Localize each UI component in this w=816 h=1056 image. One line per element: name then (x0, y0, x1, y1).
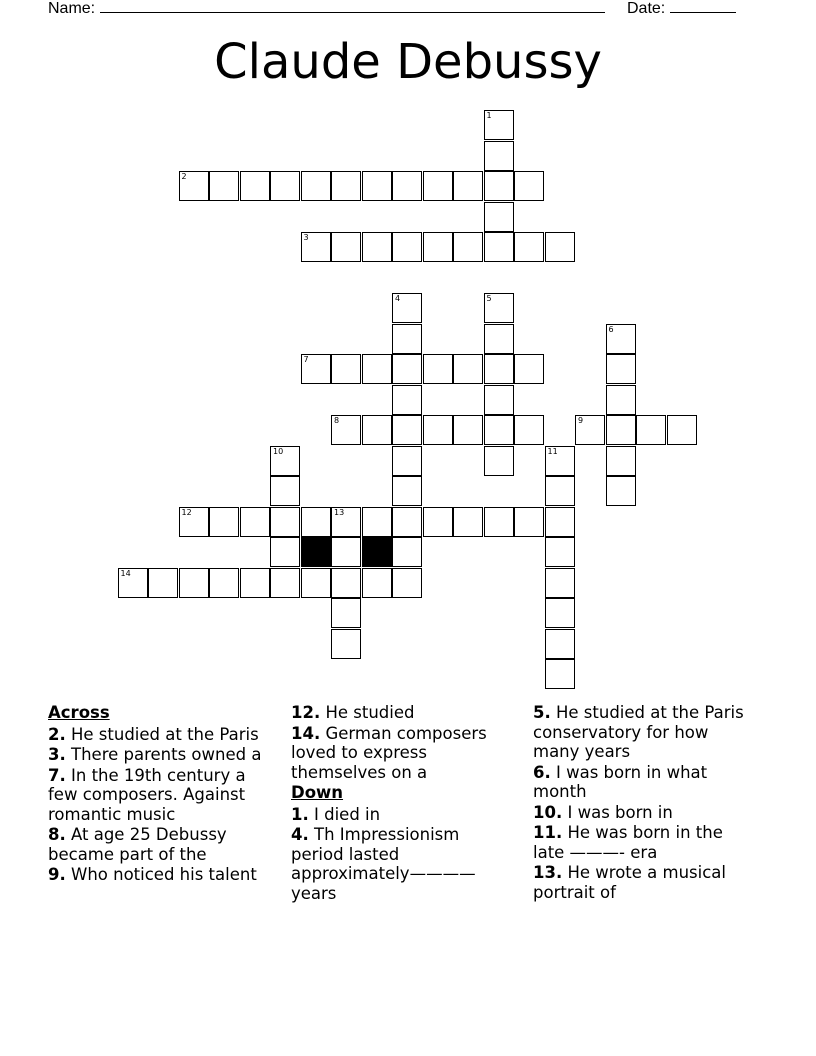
grid-cell[interactable] (514, 232, 544, 262)
grid-cell[interactable] (179, 171, 209, 201)
grid-cell[interactable] (209, 568, 239, 598)
grid-cell[interactable] (423, 415, 453, 445)
clue-down-4 (291, 825, 511, 903)
clue-text: There parents owned a (71, 745, 262, 764)
grid-cell[interactable] (392, 568, 422, 598)
clue-text: German composers loved to express themselves on a (291, 723, 487, 782)
grid-cell[interactable] (362, 568, 392, 598)
grid-cell[interactable] (331, 354, 361, 384)
clue-text: He studied at the Paris (71, 724, 259, 744)
page-title: Claude Debussy (214, 34, 602, 90)
grid-cell[interactable] (514, 354, 544, 384)
grid-cell[interactable] (484, 141, 514, 171)
clue-number: 2. (48, 724, 66, 744)
grid-cell[interactable] (392, 324, 422, 354)
grid-cell[interactable] (362, 354, 392, 384)
grid-cell[interactable] (331, 232, 361, 262)
clue-text: He was born in the late ———- era (533, 823, 723, 862)
grid-cell[interactable] (392, 171, 422, 201)
clue-number: 3. (48, 745, 66, 764)
clue-number: 7. (48, 765, 66, 785)
clue-across-2 (48, 725, 273, 745)
grid-cell[interactable] (484, 507, 514, 537)
clue-number: 1. (291, 804, 309, 824)
cell-number: 9 (578, 416, 584, 425)
clue-text: Th Impressionism period lasted approximately———— years (291, 825, 476, 903)
grid-cell[interactable] (545, 598, 575, 628)
grid-cell[interactable] (392, 537, 422, 567)
clue-down-6 (533, 763, 758, 802)
grid-cell[interactable] (484, 385, 514, 415)
grid-cell[interactable] (331, 537, 361, 567)
clue-number: 12. (291, 703, 321, 722)
clue-text: I was born in (567, 802, 673, 822)
clue-down-13 (533, 863, 758, 902)
clue-text: He studied at the Paris conservatory for how many years (533, 703, 744, 761)
grid-cell[interactable] (392, 507, 422, 537)
clues-column-3 (533, 703, 758, 903)
grid-cell[interactable] (362, 171, 392, 201)
clue-number: 4. (291, 825, 309, 844)
grid-cell[interactable] (118, 568, 148, 598)
cell-number: 5 (486, 294, 492, 303)
grid-cell[interactable] (575, 415, 605, 445)
grid-cell[interactable] (606, 324, 636, 354)
clue-text: I died in (314, 804, 381, 824)
grid-cell[interactable] (270, 476, 300, 506)
grid-cell[interactable] (514, 507, 544, 537)
grid-cell[interactable] (423, 171, 453, 201)
clue-number: 9. (48, 865, 66, 884)
grid-cell[interactable] (484, 232, 514, 262)
cell-number: 3 (303, 233, 309, 242)
grid-cell[interactable] (301, 354, 331, 384)
grid-cell[interactable] (362, 232, 392, 262)
date-label: Date: (627, 0, 666, 17)
grid-cell[interactable] (606, 446, 636, 476)
grid-cell[interactable] (270, 507, 300, 537)
grid-cell[interactable] (545, 476, 575, 506)
grid-cell[interactable] (301, 568, 331, 598)
grid-cell[interactable] (484, 354, 514, 384)
clue-text: Who noticed his talent (71, 865, 257, 884)
across-heading: Across (48, 703, 110, 722)
grid-cell[interactable] (636, 415, 666, 445)
grid-cell[interactable] (545, 537, 575, 567)
grid-cell[interactable] (270, 446, 300, 476)
clue-across-14 (291, 724, 511, 783)
grid-cell[interactable] (606, 354, 636, 384)
grid-cell[interactable] (392, 415, 422, 445)
grid-cell[interactable] (179, 568, 209, 598)
grid-cell[interactable] (484, 110, 514, 140)
clue-across-12 (291, 703, 511, 723)
cell-number: 2 (181, 172, 187, 181)
clue-down-10 (533, 803, 758, 823)
grid-cell[interactable] (423, 354, 453, 384)
clue-text: He wrote a musical portrait of (533, 863, 726, 902)
grid-cell[interactable] (392, 354, 422, 384)
clue-down-1 (291, 805, 511, 825)
grid-cell[interactable] (331, 415, 361, 445)
grid-cell[interactable] (331, 171, 361, 201)
clue-number: 6. (533, 762, 551, 782)
grid-cell[interactable] (453, 232, 483, 262)
grid-cell[interactable] (331, 568, 361, 598)
clue-number: 11. (533, 823, 563, 842)
grid-cell[interactable] (270, 171, 300, 201)
grid-cell[interactable] (392, 476, 422, 506)
grid-cell[interactable] (423, 507, 453, 537)
grid-cell[interactable] (240, 507, 270, 537)
cell-number: 8 (334, 416, 340, 425)
grid-cell[interactable] (453, 507, 483, 537)
cell-number: 14 (120, 568, 131, 578)
grid-cell[interactable] (484, 446, 514, 476)
cell-number: 12 (181, 507, 192, 517)
cell-number: 1 (486, 111, 492, 120)
clue-across-3 (48, 745, 273, 765)
grid-cell[interactable] (545, 232, 575, 262)
grid-cell[interactable] (545, 659, 575, 689)
clue-number: 8. (48, 825, 66, 844)
grid-block (301, 537, 331, 567)
grid-cell[interactable] (301, 507, 331, 537)
grid-cell[interactable] (362, 507, 392, 537)
grid-cell[interactable] (545, 629, 575, 659)
grid-cell[interactable] (392, 232, 422, 262)
grid-cell[interactable] (667, 415, 697, 445)
grid-cell[interactable] (331, 507, 361, 537)
grid-cell[interactable] (362, 415, 392, 445)
clue-down-11 (533, 823, 758, 862)
grid-cell[interactable] (392, 446, 422, 476)
clue-number: 10. (533, 802, 563, 822)
grid-cell[interactable] (484, 324, 514, 354)
clue-number: 5. (533, 703, 551, 722)
grid-cell[interactable] (453, 415, 483, 445)
clues-column-2 (291, 703, 511, 904)
cell-number: 4 (395, 294, 401, 303)
grid-cell[interactable] (240, 171, 270, 201)
grid-cell[interactable] (331, 629, 361, 659)
grid-block (362, 537, 392, 567)
grid-cell[interactable] (179, 507, 209, 537)
clue-number: 13. (533, 863, 563, 882)
grid-cell[interactable] (484, 202, 514, 232)
grid-cell[interactable] (545, 446, 575, 476)
name-label: Name: (48, 0, 96, 17)
cell-number: 10 (273, 446, 284, 456)
clue-text: At age 25 Debussy became part of the (48, 825, 227, 864)
grid-cell[interactable] (545, 507, 575, 537)
grid-cell[interactable] (301, 171, 331, 201)
grid-cell[interactable] (514, 171, 544, 201)
grid-cell[interactable] (545, 568, 575, 598)
clue-text: He studied (325, 703, 415, 722)
grid-cell[interactable] (331, 598, 361, 628)
down-heading: Down (291, 783, 344, 802)
grid-cell[interactable] (484, 171, 514, 201)
grid-cell[interactable] (514, 415, 544, 445)
grid-cell[interactable] (423, 232, 453, 262)
clue-text: In the 19th century a few composers. Against romantic music (48, 765, 246, 824)
cell-number: 13 (334, 507, 345, 517)
grid-cell[interactable] (392, 385, 422, 415)
clue-number: 14. (291, 723, 321, 743)
clue-down-5 (533, 703, 758, 762)
grid-cell[interactable] (209, 171, 239, 201)
grid-cell[interactable] (270, 537, 300, 567)
grid-cell[interactable] (484, 415, 514, 445)
clue-across-9 (48, 865, 273, 885)
grid-cell[interactable] (606, 415, 636, 445)
grid-cell[interactable] (484, 293, 514, 323)
grid-cell[interactable] (453, 354, 483, 384)
grid-cell[interactable] (301, 232, 331, 262)
grid-cell[interactable] (453, 171, 483, 201)
cell-number: 6 (608, 324, 614, 334)
clues-column-1 (48, 703, 273, 886)
cell-number: 11 (547, 446, 558, 456)
clue-across-7 (48, 766, 273, 825)
clue-across-8 (48, 825, 273, 864)
grid-cell[interactable] (209, 507, 239, 537)
grid-cell[interactable] (240, 568, 270, 598)
grid-cell[interactable] (606, 385, 636, 415)
clue-text: I was born in what month (533, 762, 708, 801)
grid-cell[interactable] (606, 476, 636, 506)
grid-cell[interactable] (270, 568, 300, 598)
grid-cell[interactable] (392, 293, 422, 323)
grid-cell[interactable] (148, 568, 178, 598)
cell-number: 7 (303, 355, 309, 364)
